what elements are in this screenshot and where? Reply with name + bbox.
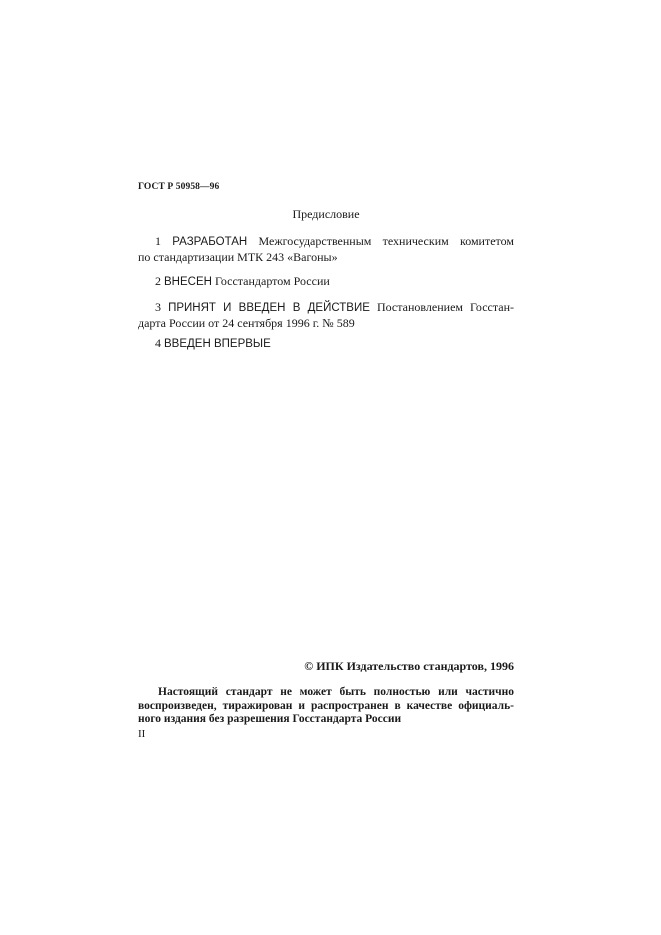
reproduction-notice — [138, 686, 514, 727]
page-number: II — [138, 728, 146, 740]
item-number: 4 — [155, 336, 161, 350]
item-keyword: РАЗРАБОТАН — [172, 236, 248, 248]
preface-item-3 — [138, 300, 514, 330]
notice-line-3: ного издания без разрешения Госстандарта России — [138, 713, 402, 725]
document-code: ГОСТ Р 50958—96 — [138, 182, 220, 192]
preface-title: Предисловие — [292, 207, 360, 221]
item-text-continued: дарта России от 24 сентября 1996 г. № 589 — [138, 315, 355, 330]
item-keyword: ВВЕДЕН ВПЕРВЫЕ — [164, 338, 271, 350]
item-keyword: ПРИНЯТ И ВВЕДЕН В ДЕЙСТВИЕ — [168, 302, 370, 314]
item-text: Госстандартом России — [214, 274, 330, 288]
copyright-line: © ИПК Издательство стандартов, 1996 — [304, 659, 514, 673]
item-number: 1 — [155, 234, 161, 248]
item-number: 2 — [155, 274, 161, 288]
notice-line-2: воспроизведен, тиражирован и распространен в качестве официаль- — [138, 699, 514, 712]
preface-item-1 — [138, 234, 514, 264]
notice-line-1: Настоящий стандарт не может быть полностью или частично — [158, 686, 514, 698]
item-number: 3 — [155, 300, 161, 314]
item-text: Межгосударственным техническим комитетом — [258, 234, 515, 248]
preface-item-4 — [138, 336, 514, 352]
item-text-continued: по стандартизации МТК 243 «Вагоны» — [138, 249, 338, 264]
item-text: Постановлением Госстан- — [376, 300, 515, 314]
item-keyword: ВНЕСЕН — [164, 276, 212, 288]
preface-item-2 — [138, 274, 514, 290]
